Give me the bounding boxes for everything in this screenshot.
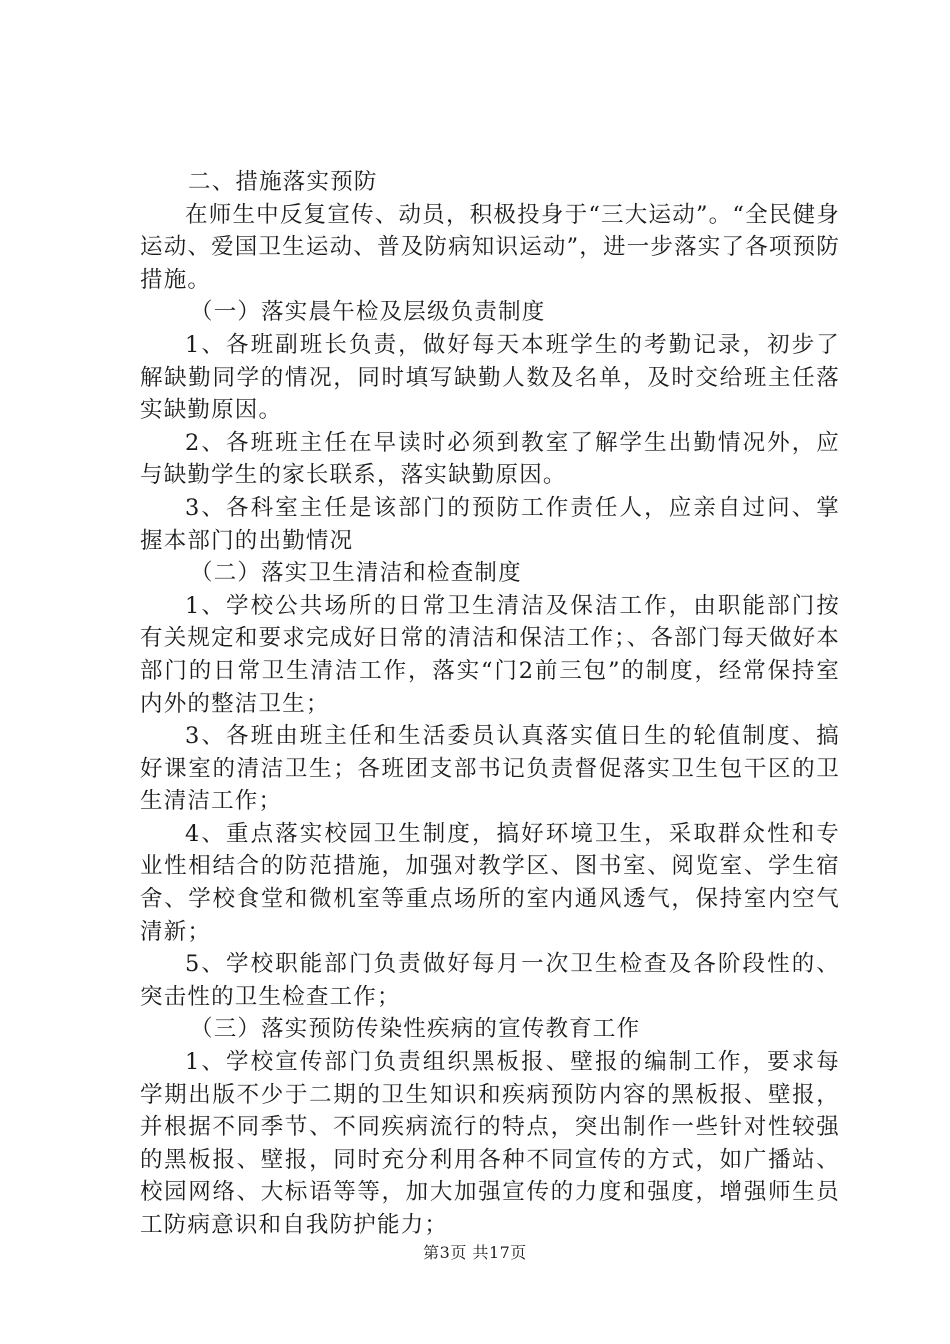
subsection-heading: （二）落实卫生清洁和检查制度 [190, 560, 522, 587]
page-number-footer: 第3页 共17页 [423, 1243, 527, 1262]
paragraph: 1、各班副班长负责，做好每天本班学生的考勤记录，初步了解缺勤同学的情况，同时填写缺勤人数及名单，及时交给班主任落实缺勤原因。 [140, 331, 840, 424]
section-heading: 二、措施落实预防 [188, 169, 378, 195]
paragraph: 1、学校宣传部门负责组织黑板报、壁报的编制工作，要求每学期出版不少于二期的卫生知识和疾病预防内容的黑板报、壁报，并根据不同季节、不同疾病流行的特点，突出制作一些针对性较强的黑板报、壁报，同时充分利用各种不同宣传的方式，如广播站、校园网络、大标语等等，加大加强宣传的力度和强度，增强师生员工防病意识和自我防护能力； [140, 1049, 840, 1238]
document-body [140, 166, 840, 1242]
paragraph: 4、重点落实校园卫生制度，搞好环境卫生，采取群众性和专业性相结合的防范措施，加强对教学区、图书室、阅览室、学生宿舍、学校食堂和微机室等重点场所的室内通风透气，保持室内空气清新； [140, 820, 840, 945]
paragraph: 2、各班班主任在早读时必须到教室了解学生出勤情况外，应与缺勤学生的家长联系，落实缺勤原因。 [140, 429, 840, 489]
paragraph: 5、学校职能部门负责做好每月一次卫生检查及各阶段性的、突击性的卫生检查工作； [140, 951, 840, 1010]
paragraph: 在师生中反复宣传、动员，积极投身于“三大运动”。“全民健身运动、爱国卫生运动、普及防病知识运动”，进一步落实了各项预防措施。 [140, 201, 841, 293]
paragraph: 1、学校公共场所的日常卫生清洁及保洁工作，由职能部门按有关规定和要求完成好日常的清洁和保洁工作；、各部门每天做好本部门的日常卫生清洁工作，落实“门2前三包”的制度，经常保持室内外的整洁卫生； [140, 592, 840, 717]
paragraph: 3、各科室主任是该部门的预防工作责任人，应亲自过问、掌握本部门的出勤情况 [140, 494, 840, 554]
subsection-heading: （一）落实晨午检及层级负责制度 [190, 299, 546, 326]
subsection-heading: （三）落实预防传染性疾病的宣传教育工作 [190, 1016, 641, 1043]
paragraph: 3、各班由班主任和生活委员认真落实值日生的轮值制度、搞好课室的清洁卫生；各班团支部书记负责督促落实卫生包干区的卫生清洁工作； [140, 723, 840, 815]
